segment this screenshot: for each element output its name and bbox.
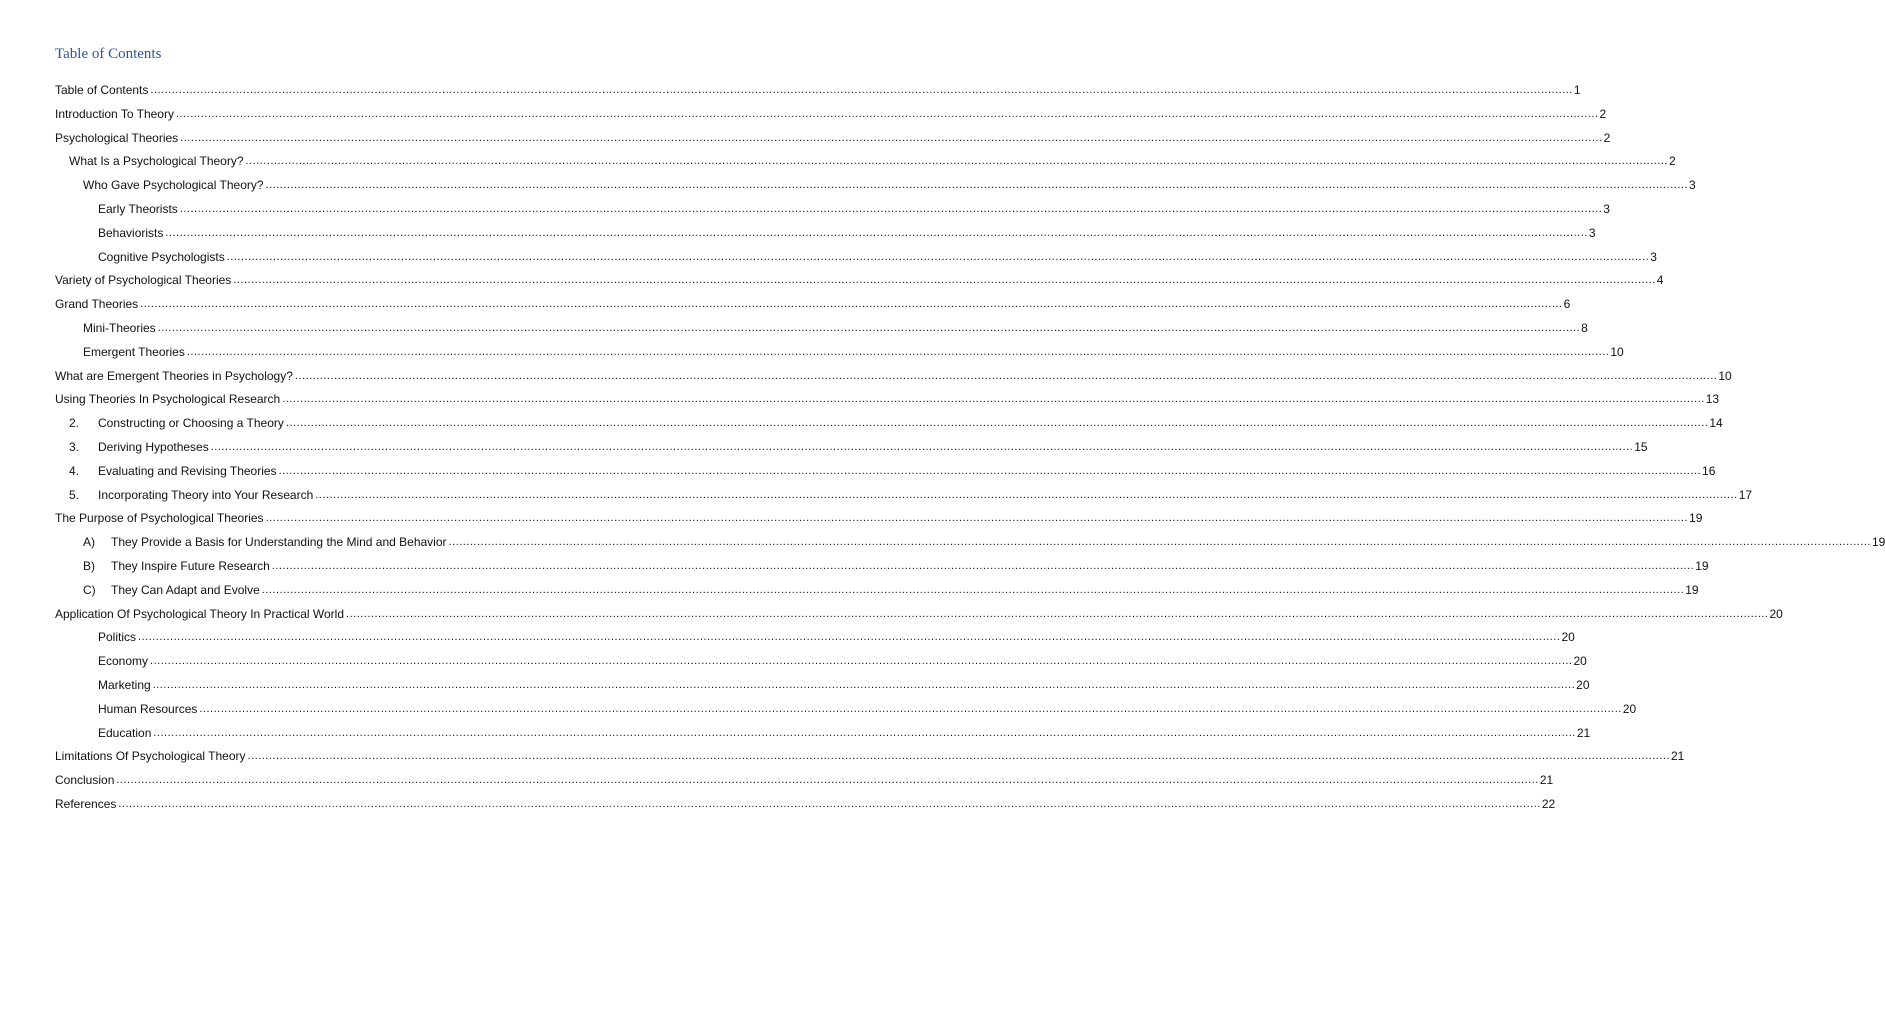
toc-entry-page-number: 19: [1694, 556, 1708, 576]
toc-entry-title[interactable]: They Provide a Basis for Understanding the Mind and Behavior: [111, 532, 449, 552]
toc-leader-dots: ................................................................................................................................................................................................................................................................................................................................................................................................................: [245, 155, 1668, 168]
toc-leader-dots: ................................................................................................................................................................................................................................................................................................................................................................................................................: [226, 250, 1650, 263]
toc-entry[interactable]: [55, 413, 1723, 437]
toc-entry[interactable]: [55, 128, 1611, 152]
toc-entry-title[interactable]: Politics: [98, 627, 138, 647]
toc-entry-title[interactable]: They Can Adapt and Evolve: [111, 580, 262, 600]
toc-entry-page-number: 17: [1738, 485, 1752, 505]
toc-entry[interactable]: [55, 318, 1588, 342]
toc-entry-line: [55, 770, 1554, 790]
toc-leader-dots: ................................................................................................................................................................................................................................................................................................................................................................................................................: [247, 750, 1670, 763]
toc-leader-dots: ................................................................................................................................................................................................................................................................................................................................................................................................................: [138, 631, 1561, 644]
toc-entry-page-number: 3: [1688, 175, 1696, 195]
toc-leader-dots: ................................................................................................................................................................................................................................................................................................................................................................................................................: [186, 345, 1610, 358]
toc-entry-title[interactable]: Using Theories In Psychological Research: [55, 389, 282, 409]
toc-entry-line: [111, 532, 1885, 552]
toc-entry-title[interactable]: Constructing or Choosing a Theory: [98, 413, 286, 433]
toc-entry-number: 4.: [69, 463, 80, 478]
toc-leader-dots: ................................................................................................................................................................................................................................................................................................................................................................................................................: [165, 226, 1588, 239]
toc-leader-dots: ................................................................................................................................................................................................................................................................................................................................................................................................................: [265, 512, 1689, 525]
toc-entry-title[interactable]: Deriving Hypotheses: [98, 437, 211, 457]
toc-entry-title[interactable]: Marketing: [98, 675, 153, 695]
toc-leader-dots: ................................................................................................................................................................................................................................................................................................................................................................................................................: [210, 440, 1634, 453]
toc-leader-dots: ................................................................................................................................................................................................................................................................................................................................................................................................................: [271, 559, 1695, 572]
toc-entry-page-number: 19: [1871, 532, 1885, 552]
toc-entry-line: [98, 437, 1648, 457]
toc-entry-page-number: 13: [1705, 389, 1719, 409]
toc-entry[interactable]: [55, 461, 1716, 485]
toc-entry-title[interactable]: They Inspire Future Research: [111, 556, 272, 576]
toc-entry-line: [83, 318, 1588, 338]
toc-entry-number: 2.: [69, 416, 80, 431]
toc-entry-title[interactable]: What Is a Psychological Theory?: [69, 151, 246, 171]
toc-entry[interactable]: [55, 366, 1732, 390]
toc-leader-dots: ................................................................................................................................................................................................................................................................................................................................................................................................................: [118, 797, 1541, 810]
toc-entry-title[interactable]: Application Of Psychological Theory In Practical World: [55, 604, 346, 624]
toc-entry-line: [55, 746, 1685, 766]
toc-entry-line: [98, 413, 1723, 433]
toc-entry-line: [55, 80, 1581, 100]
toc-entry-page-number: 2: [1603, 128, 1611, 148]
toc-entry-title[interactable]: Psychological Theories: [55, 128, 180, 148]
toc-entry-title[interactable]: Economy: [98, 651, 150, 671]
toc-entry-page-number: 3: [1588, 223, 1596, 243]
toc-entry-line: [98, 699, 1637, 719]
toc-entry-line: [55, 366, 1732, 386]
toc-entry-line: [98, 675, 1590, 695]
toc-entry-page-number: 16: [1701, 461, 1715, 481]
toc-entry-number: 3.: [69, 439, 80, 454]
toc-entry-title[interactable]: Introduction To Theory: [55, 104, 176, 124]
toc-leader-dots: ................................................................................................................................................................................................................................................................................................................................................................................................................: [233, 274, 1656, 287]
toc-entry[interactable]: [55, 532, 1885, 556]
toc-entry-line: [69, 151, 1676, 171]
toc-entry-title[interactable]: The Purpose of Psychological Theories: [55, 508, 266, 528]
toc-entry[interactable]: [55, 104, 1607, 128]
toc-entry-number: C): [83, 582, 96, 597]
toc-entry-line: [98, 223, 1596, 243]
toc-entry-line: [98, 247, 1657, 267]
toc-entry[interactable]: [55, 627, 1575, 651]
toc-entry-title[interactable]: Behaviorists: [98, 223, 165, 243]
toc-entry-line: [98, 723, 1591, 743]
toc-entry-line: [55, 270, 1664, 290]
toc-entry-line: [111, 556, 1709, 576]
toc-leader-dots: ................................................................................................................................................................................................................................................................................................................................................................................................................: [179, 202, 1603, 215]
toc-entry[interactable]: [55, 223, 1596, 247]
toc-leader-dots: ................................................................................................................................................................................................................................................................................................................................................................................................................: [346, 607, 1769, 620]
toc-entry[interactable]: [55, 723, 1591, 747]
toc-entry-page-number: 21: [1539, 770, 1553, 790]
toc-entry-page-number: 1: [1573, 80, 1581, 100]
toc-entry-line: [55, 294, 1571, 314]
toc-leader-dots: ................................................................................................................................................................................................................................................................................................................................................................................................................: [150, 655, 1573, 668]
toc-entry[interactable]: [55, 508, 1703, 532]
toc-entry-title[interactable]: Incorporating Theory into Your Research: [98, 485, 315, 505]
toc-leader-dots: ................................................................................................................................................................................................................................................................................................................................................................................................................: [153, 726, 1576, 739]
toc-entry-line: [55, 794, 1556, 814]
toc-entry-number: B): [83, 558, 95, 573]
toc-entry-page-number: 10: [1609, 342, 1623, 362]
toc-entry[interactable]: [55, 270, 1664, 294]
toc-entry[interactable]: [55, 770, 1554, 794]
toc-entry-page-number: 20: [1769, 604, 1783, 624]
toc-entry[interactable]: [55, 389, 1720, 413]
toc-entry-line: [55, 104, 1607, 124]
toc-entry[interactable]: [55, 294, 1571, 318]
toc-entry-title[interactable]: Evaluating and Revising Theories: [98, 461, 279, 481]
toc-leader-dots: ................................................................................................................................................................................................................................................................................................................................................................................................................: [278, 464, 1702, 477]
toc-entry[interactable]: [55, 437, 1648, 461]
toc-entry-page-number: 2: [1668, 151, 1676, 171]
toc-entry[interactable]: [55, 80, 1581, 104]
toc-leader-dots: ................................................................................................................................................................................................................................................................................................................................................................................................................: [265, 179, 1689, 192]
toc-entry-title[interactable]: Mini-Theories: [83, 318, 158, 338]
toc-entry[interactable]: [55, 342, 1624, 366]
toc-entry-line: [55, 128, 1611, 148]
toc-entry-title[interactable]: Who Gave Psychological Theory?: [83, 175, 266, 195]
toc-entry-title[interactable]: Conclusion: [55, 770, 116, 790]
toc-leader-dots: ................................................................................................................................................................................................................................................................................................................................................................................................................: [199, 702, 1622, 715]
toc-entry-page-number: 19: [1684, 580, 1698, 600]
toc-entry-title[interactable]: What are Emergent Theories in Psychology?: [55, 366, 295, 386]
toc-entry-title[interactable]: Variety of Psychological Theories: [55, 270, 233, 290]
toc-entry[interactable]: [55, 675, 1590, 699]
toc-entry-page-number: 14: [1708, 413, 1722, 433]
toc-leader-dots: ................................................................................................................................................................................................................................................................................................................................................................................................................: [140, 298, 1563, 311]
toc-entry-line: [111, 580, 1699, 600]
toc-entry-line: [98, 485, 1753, 505]
toc-leader-dots: ................................................................................................................................................................................................................................................................................................................................................................................................................: [294, 369, 1718, 382]
toc-entry-number: 5.: [69, 487, 80, 502]
toc-leader-dots: ................................................................................................................................................................................................................................................................................................................................................................................................................: [448, 536, 1871, 549]
toc-entry[interactable]: [55, 247, 1657, 271]
toc-entry-page-number: 2: [1598, 104, 1606, 124]
toc-entry-line: [55, 604, 1783, 624]
toc-entry-page-number: 15: [1633, 437, 1647, 457]
toc-leader-dots: ................................................................................................................................................................................................................................................................................................................................................................................................................: [261, 583, 1685, 596]
toc-entry-page-number: 20: [1573, 651, 1587, 671]
toc-entry-page-number: 21: [1670, 746, 1684, 766]
toc-entry[interactable]: [55, 199, 1610, 223]
toc-entry-title[interactable]: Table of Contents: [55, 80, 150, 100]
toc-entry[interactable]: [55, 151, 1676, 175]
toc-entry-line: [98, 651, 1587, 671]
toc-entry[interactable]: [55, 746, 1685, 770]
toc-entry-title[interactable]: Human Resources: [98, 699, 199, 719]
toc-entry-title[interactable]: Limitations Of Psychological Theory: [55, 746, 248, 766]
toc-leader-dots: ................................................................................................................................................................................................................................................................................................................................................................................................................: [152, 678, 1576, 691]
toc-leader-dots: ................................................................................................................................................................................................................................................................................................................................................................................................................: [116, 774, 1539, 787]
toc-entry-page-number: 10: [1717, 366, 1731, 386]
toc-entry-line: [83, 342, 1624, 362]
toc-entry-page-number: 19: [1688, 508, 1702, 528]
toc-entry-title[interactable]: Grand Theories: [55, 294, 140, 314]
toc-entry-title[interactable]: Emergent Theories: [83, 342, 187, 362]
toc-entry-line: [55, 508, 1703, 528]
toc-entry[interactable]: [55, 175, 1696, 199]
toc-entry-page-number: 3: [1649, 247, 1657, 267]
toc-entry-page-number: 20: [1575, 675, 1589, 695]
toc-entry-title[interactable]: References: [55, 794, 118, 814]
toc-entry[interactable]: [55, 604, 1783, 628]
toc-leader-dots: ................................................................................................................................................................................................................................................................................................................................................................................................................: [157, 321, 1581, 334]
toc-entry-page-number: 6: [1563, 294, 1571, 314]
toc-entry[interactable]: [55, 485, 1753, 509]
toc-entry-line: [83, 175, 1696, 195]
toc-entry-line: [98, 199, 1610, 219]
toc-leader-dots: ................................................................................................................................................................................................................................................................................................................................................................................................................: [175, 107, 1599, 120]
toc-entry[interactable]: [55, 651, 1587, 675]
toc-entry-page-number: 20: [1622, 699, 1636, 719]
toc-entry-page-number: 8: [1580, 318, 1588, 338]
toc-entry[interactable]: [55, 580, 1699, 604]
toc-entry-title[interactable]: Early Theorists: [98, 199, 180, 219]
toc-entry-title[interactable]: Cognitive Psychologists: [98, 247, 227, 267]
toc-leader-dots: ................................................................................................................................................................................................................................................................................................................................................................................................................: [315, 488, 1738, 501]
toc-entry-page-number: 20: [1560, 627, 1574, 647]
toc-entry-page-number: 22: [1541, 794, 1555, 814]
toc-entry-page-number: 3: [1602, 199, 1610, 219]
toc-leader-dots: ................................................................................................................................................................................................................................................................................................................................................................................................................: [285, 417, 1709, 430]
toc-entry[interactable]: [55, 699, 1637, 723]
toc-entry[interactable]: [55, 794, 1556, 818]
toc-entry-number: A): [83, 535, 95, 550]
toc-leader-dots: ................................................................................................................................................................................................................................................................................................................................................................................................................: [282, 393, 1705, 406]
toc-leader-dots: ................................................................................................................................................................................................................................................................................................................................................................................................................: [150, 84, 1573, 96]
toc-entry-line: [98, 627, 1575, 647]
toc-leader-dots: ................................................................................................................................................................................................................................................................................................................................................................................................................: [180, 131, 1603, 144]
toc-entry-title[interactable]: Education: [98, 723, 153, 743]
toc-heading: Table of Contents: [55, 46, 162, 62]
toc-entry-line: [55, 389, 1720, 409]
toc-entry-page-number: 4: [1656, 270, 1664, 290]
toc-entry[interactable]: [55, 556, 1709, 580]
toc-entry-page-number: 21: [1576, 723, 1590, 743]
toc-entry-line: [98, 461, 1716, 481]
toc-list: [55, 80, 1885, 818]
